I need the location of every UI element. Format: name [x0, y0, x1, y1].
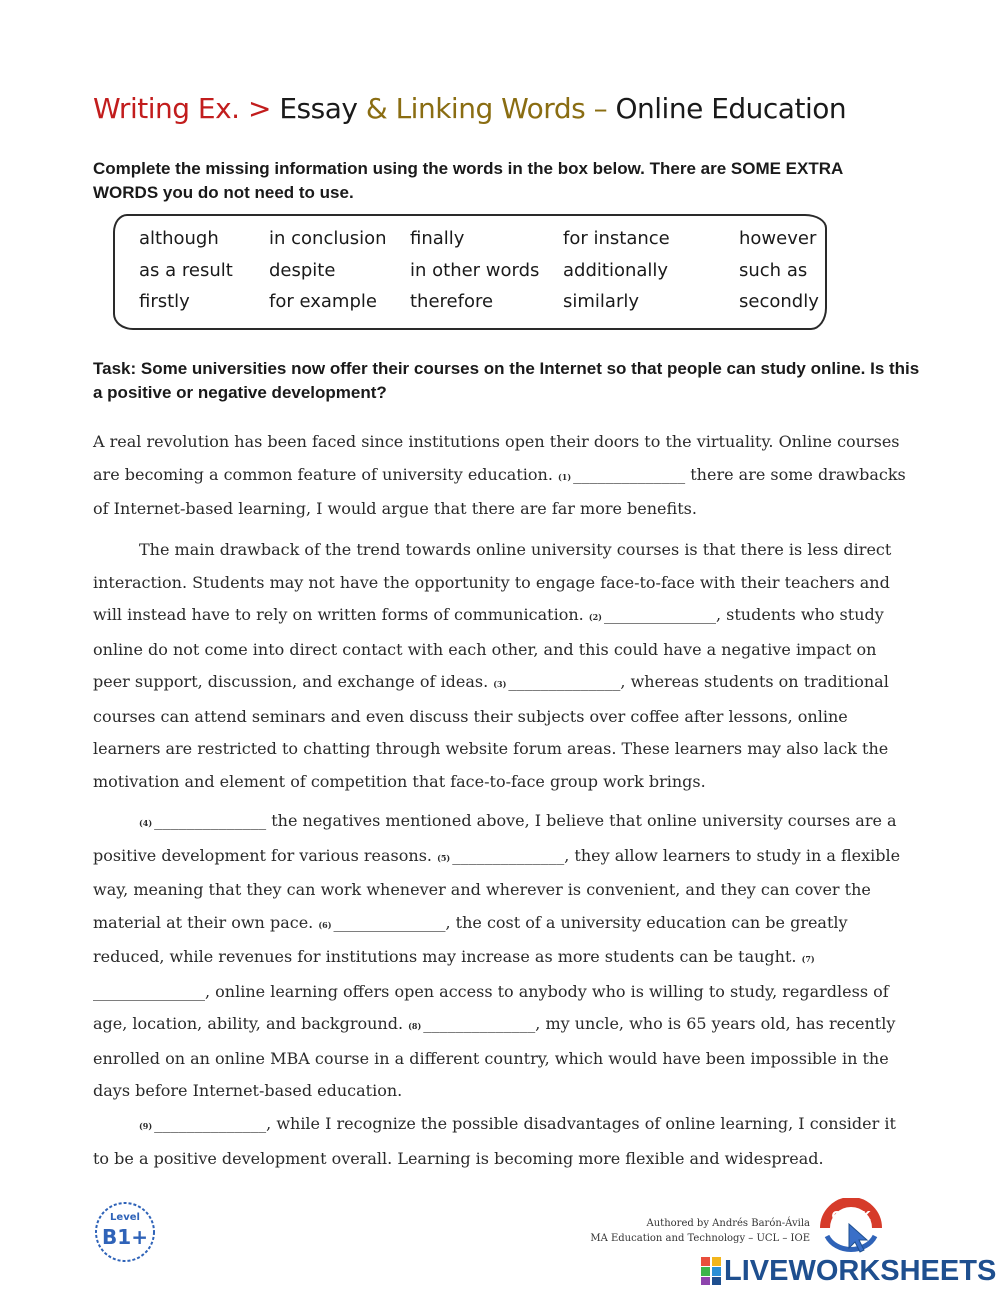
liveworksheets-icon: [700, 1256, 722, 1286]
gap-5-input[interactable]: ______________: [452, 845, 565, 865]
blank-number: (3): [493, 679, 507, 689]
gap-6-input[interactable]: ______________: [333, 912, 446, 932]
author-name: Authored by Andrés Barón-Ávila: [646, 1218, 810, 1229]
blank-number: (2): [588, 612, 602, 622]
essay-text: there are some drawbacks of Internet-based learning, I would argue that there are far more benefits.: [93, 464, 906, 518]
essay-text: , while I recognize the possible disadvantages of online learning, I consider it to be a positive development overall. Learning is becoming more flexible and widespread.: [93, 1114, 896, 1168]
title-linking-words: & Linking Words –: [365, 92, 608, 125]
author-affiliation: MA Education and Technology – UCL – IOE: [590, 1233, 810, 1244]
blank-number: (1): [558, 471, 572, 482]
essay-text: , online learning offers open access to anybody who is willing to study, regardless of age, location, ability, and background.: [93, 981, 889, 1033]
liveworksheets-logo: [700, 1254, 996, 1288]
essay-text: , students who study online do not come into direct contact with each other, and this could have a negative impact on peer support, discussion, and exchange of ideas.: [93, 605, 884, 691]
essay-text: A real revolution has been faced since institutions open their doors to the virtuality. Online courses are becoming a common feature of university education.: [93, 432, 900, 484]
essay-text: , they allow learners to study in a flexible way, meaning that they can work whenever and wherever is convenient, and they can cover the material at their own pace.: [93, 845, 901, 932]
word-box-item: for instance: [563, 228, 670, 249]
word-box-item: as a result: [139, 260, 233, 281]
word-box-item: therefore: [410, 291, 494, 312]
essay-text: , the cost of a university education can be greatly reduced, while revenues for institutions may increase as more students can be taught.: [93, 912, 848, 966]
gap-8-input[interactable]: ______________: [423, 1014, 536, 1033]
word-box-item: additionally: [563, 260, 669, 281]
essay-text: the negatives mentioned above, I believe that online university courses are a positive development for various reasons.: [93, 811, 897, 865]
word-box-item: similarly: [563, 291, 639, 312]
level-value: B1+: [102, 1225, 148, 1249]
instructions: Complete the missing information using the words in the box below. There are SOME EXTRA WORDS you do not need to use.: [93, 159, 843, 202]
essay-text: , my uncle, who is 65 years old, has recently enrolled on an online MBA course in a different country, which would have been impossible in the days before Internet-based education.: [93, 1014, 896, 1100]
word-box-item: secondly: [739, 291, 819, 312]
blank-number: (5): [437, 852, 451, 863]
gap-1-input[interactable]: ______________: [573, 464, 686, 484]
task-prompt: Task: Some universities now offer their courses on the Internet so that people can study online. Is this a positive or negative development?: [93, 359, 920, 402]
gap-2-input[interactable]: ______________: [603, 605, 716, 624]
word-box-item: firstly: [139, 291, 190, 312]
essay-paragraph-4: [93, 1108, 913, 1175]
title-essay: Essay: [279, 92, 358, 125]
blank-number: (9): [139, 1121, 153, 1131]
click-learning-logo: [815, 1198, 887, 1258]
gap-7-input[interactable]: ______________: [93, 981, 205, 1001]
essay-text: , whereas students on traditional courses can attend seminars and even discuss their subjects over coffee after lessons, online learners are restricted to chatting through website forum areas. These learners may also lack the motivation and element of competition that face-to-face group work brings.: [93, 672, 889, 791]
gap-4-input[interactable]: ______________: [154, 811, 267, 830]
click-logo-text: CLICK: [831, 1209, 871, 1223]
word-box-item: such as: [739, 260, 808, 281]
page-title: [93, 92, 846, 125]
author-credits: [590, 1216, 810, 1246]
essay-paragraph-1: [93, 426, 913, 526]
essay-paragraph-3: [93, 805, 913, 1108]
word-box-item: despite: [269, 260, 336, 281]
title-writing-ex: Writing Ex. >: [93, 92, 271, 125]
gap-9-input[interactable]: ______________: [154, 1114, 267, 1133]
essay-paragraph-2: [93, 534, 913, 798]
blank-number: (6): [318, 919, 332, 930]
blank-number: (7): [801, 954, 815, 964]
word-box-item: however: [739, 228, 817, 249]
gap-3-input[interactable]: ______________: [508, 672, 621, 691]
word-box-item: in other words: [410, 260, 540, 281]
word-box-item: for example: [269, 291, 377, 312]
level-label: Level: [110, 1212, 140, 1223]
liveworksheets-brand: LIVEWORKSHEETS: [724, 1254, 997, 1287]
title-online-education: Online Education: [615, 92, 847, 125]
word-box-item: in conclusion: [269, 228, 387, 249]
blank-number: (4): [139, 818, 153, 828]
blank-number: (8): [408, 1021, 422, 1031]
level-badge: [93, 1200, 157, 1264]
word-box-item: although: [139, 228, 219, 249]
word-box-item: finally: [410, 228, 465, 249]
essay-text: The main drawback of the trend towards online university courses is that there is less direct interaction. Students may not have the opportunity to engage face-to-face with their teachers and will instead have to rely on written forms of communication.: [93, 540, 892, 624]
